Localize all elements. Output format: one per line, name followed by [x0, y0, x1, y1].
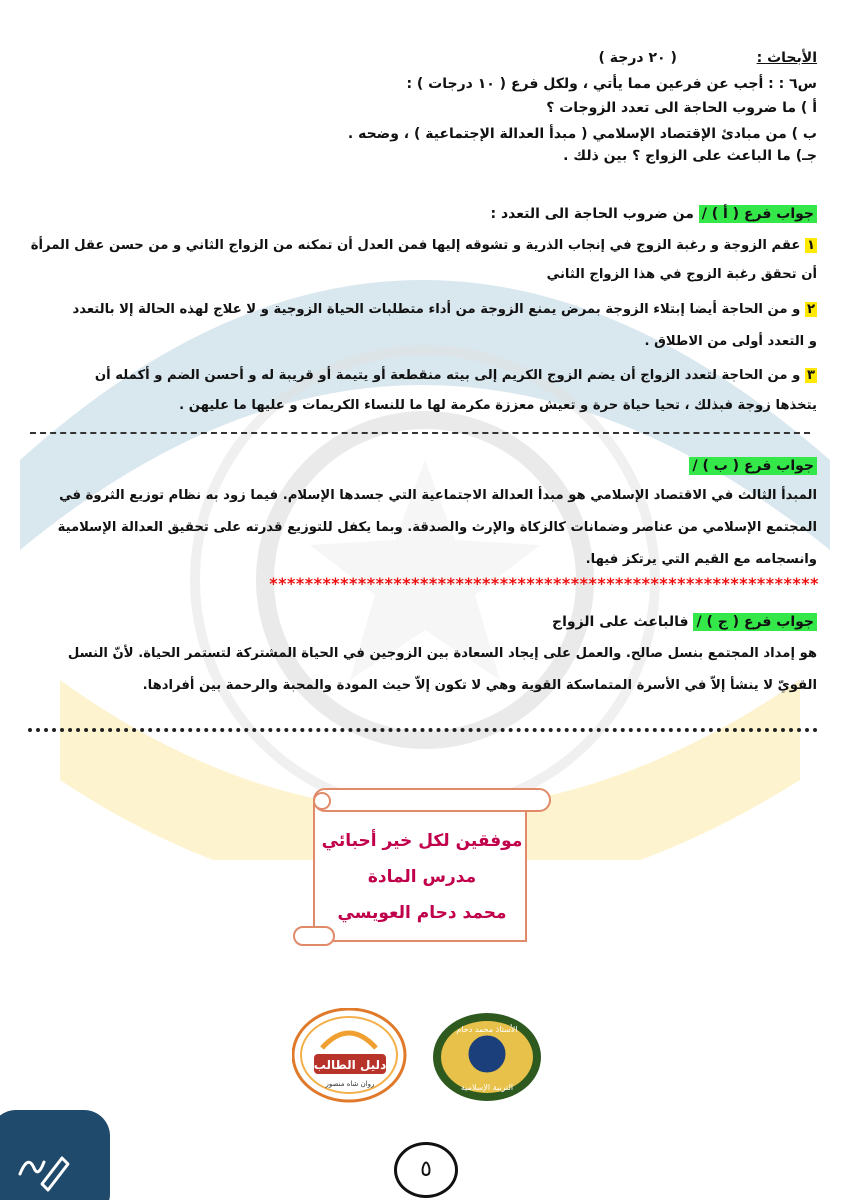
answer-b-line2: المجتمع الإسلامي من عناصر وضمانات كالزكاة والإرث والصدقة. وبما يكفل للتوزيع قدرته على تحقيق العدالة الإسلامية — [57, 520, 817, 535]
stars-divider: ************************************************************** — [269, 574, 819, 593]
answer-a-header — [490, 204, 817, 224]
answer-c-label: جواب فرع ( ج ) / — [693, 613, 817, 631]
student-guide-title: دليل الطالب — [313, 1058, 387, 1072]
question-branch-b: ب ) من مبادئ الإقتصاد الإسلامي ( مبدأ العدالة الإجتماعية ) ، وضحه . — [347, 126, 817, 142]
answer-a-p3-line1: ٣ و من الحاجة لتعدد الزواج أن يضم الزوج الكريم إلى بيته منقطعة أو يتيمة أو قريبة له و أحسن الضم و أكمله أن — [94, 368, 815, 383]
answer-a-p1-number: ١ — [806, 238, 815, 253]
total-marks: ( ٢٠ درجة ) — [598, 50, 677, 66]
teacher-logo — [432, 1012, 542, 1102]
section-title: الأبحاث : — [756, 50, 817, 66]
question-stem: س٦ : : أجب عن فرعين مما يأتي ، ولكل فرع ( ١٠ درجات ) : — [406, 76, 817, 92]
student-guide-logo-graphic — [292, 1008, 407, 1103]
answer-a-p1-line2: أن تحقق رغبة الزوج في هذا الزواج الثاني — [546, 267, 817, 282]
answer-a-p2-number: ٢ — [806, 302, 815, 317]
question-branch-a: أ ) ما ضروب الحاجة الى تعدد الزوجات ؟ — [546, 100, 817, 116]
answer-a-label: جواب فرع ( أ ) / — [699, 205, 817, 223]
teacher-logo-ring-text: الأستاذ محمد دحام — [456, 1025, 518, 1034]
answer-b-line1: المبدأ الثالث في الاقتصاد الإسلامي هو مبدأ العدالة الاجتماعية التي جسدها الإسلام. فيما زود به نظام توزيع الثروة في — [59, 488, 817, 503]
dashed-divider — [30, 432, 810, 434]
answer-a-p3-line2: يتخذها زوجة فبذلك ، تحيا حياة حرة و تعيش معززة مكرمة لها ما للنساء الكريمات و عليها ما عليهن . — [179, 398, 817, 413]
teacher-logo-graphic — [432, 1012, 542, 1102]
section-title-row — [599, 48, 817, 68]
answer-b-line3: وانسجامه مع القيم التي يرتكز فيها. — [585, 552, 817, 567]
answer-b-header — [689, 456, 817, 476]
answer-c-line2: القويّ لا ينشأ إلاّ في الأسرة المتماسكة القوية وهي لا تكون إلاّ حيث المودة والمحبة والرحمة بين أفرادها. — [142, 678, 817, 693]
answer-a-p3-number: ٣ — [806, 368, 815, 383]
closing-scroll — [292, 787, 552, 947]
closing-role: مدرس المادة — [367, 867, 477, 887]
answer-a-p1-line1: ١ عقم الزوجة و رغبة الزوج في إنجاب الذرية و تشوقه إليها فمن العدل أن تمكنه من الزواج الثاني و من حسن عقل المرأة — [30, 238, 815, 253]
answer-c-heading: فالباعث على الزواج — [551, 614, 689, 630]
answer-a-heading: من ضروب الحاجة الى التعدد : — [490, 206, 694, 222]
student-guide-logo — [292, 1008, 407, 1103]
answer-a-p2-line2: و التعدد أولى من الاطلاق . — [644, 334, 817, 349]
answer-a-p2-line1: ٢ و من الحاجة أيضا إبتلاء الزوجة بمرض يمنع الزوجة من أداء متطلبات الحياة الزوجية و لا علاج لهذه الحالة إلا بالتعدد — [72, 302, 815, 317]
answer-b-label: جواب فرع ( ب ) / — [689, 457, 817, 475]
closing-teacher: محمد دحام العويسي — [337, 903, 507, 923]
closing-wish: موفقين لكل خير أحبائي — [321, 831, 523, 851]
page-number: ٥ — [394, 1142, 458, 1198]
question-branch-c: جـ) ما الباعث على الزواج ؟ بين ذلك . — [563, 148, 817, 164]
pencil-scribble-icon — [14, 1144, 74, 1194]
dotted-divider — [28, 728, 818, 732]
answer-c-header — [552, 612, 817, 632]
edit-fab-button[interactable] — [0, 1110, 110, 1200]
answer-c-line1: هو إمداد المجتمع بنسل صالح. والعمل على إيجاد السعادة بين الزوجين في الحياة المشتركة لتستمر الحياة. لأنّ النسل — [67, 646, 817, 661]
student-guide-subtitle: روان شاه منصور — [325, 1080, 375, 1088]
teacher-logo-bottom-text: التربية الإسلامية — [460, 1083, 514, 1092]
